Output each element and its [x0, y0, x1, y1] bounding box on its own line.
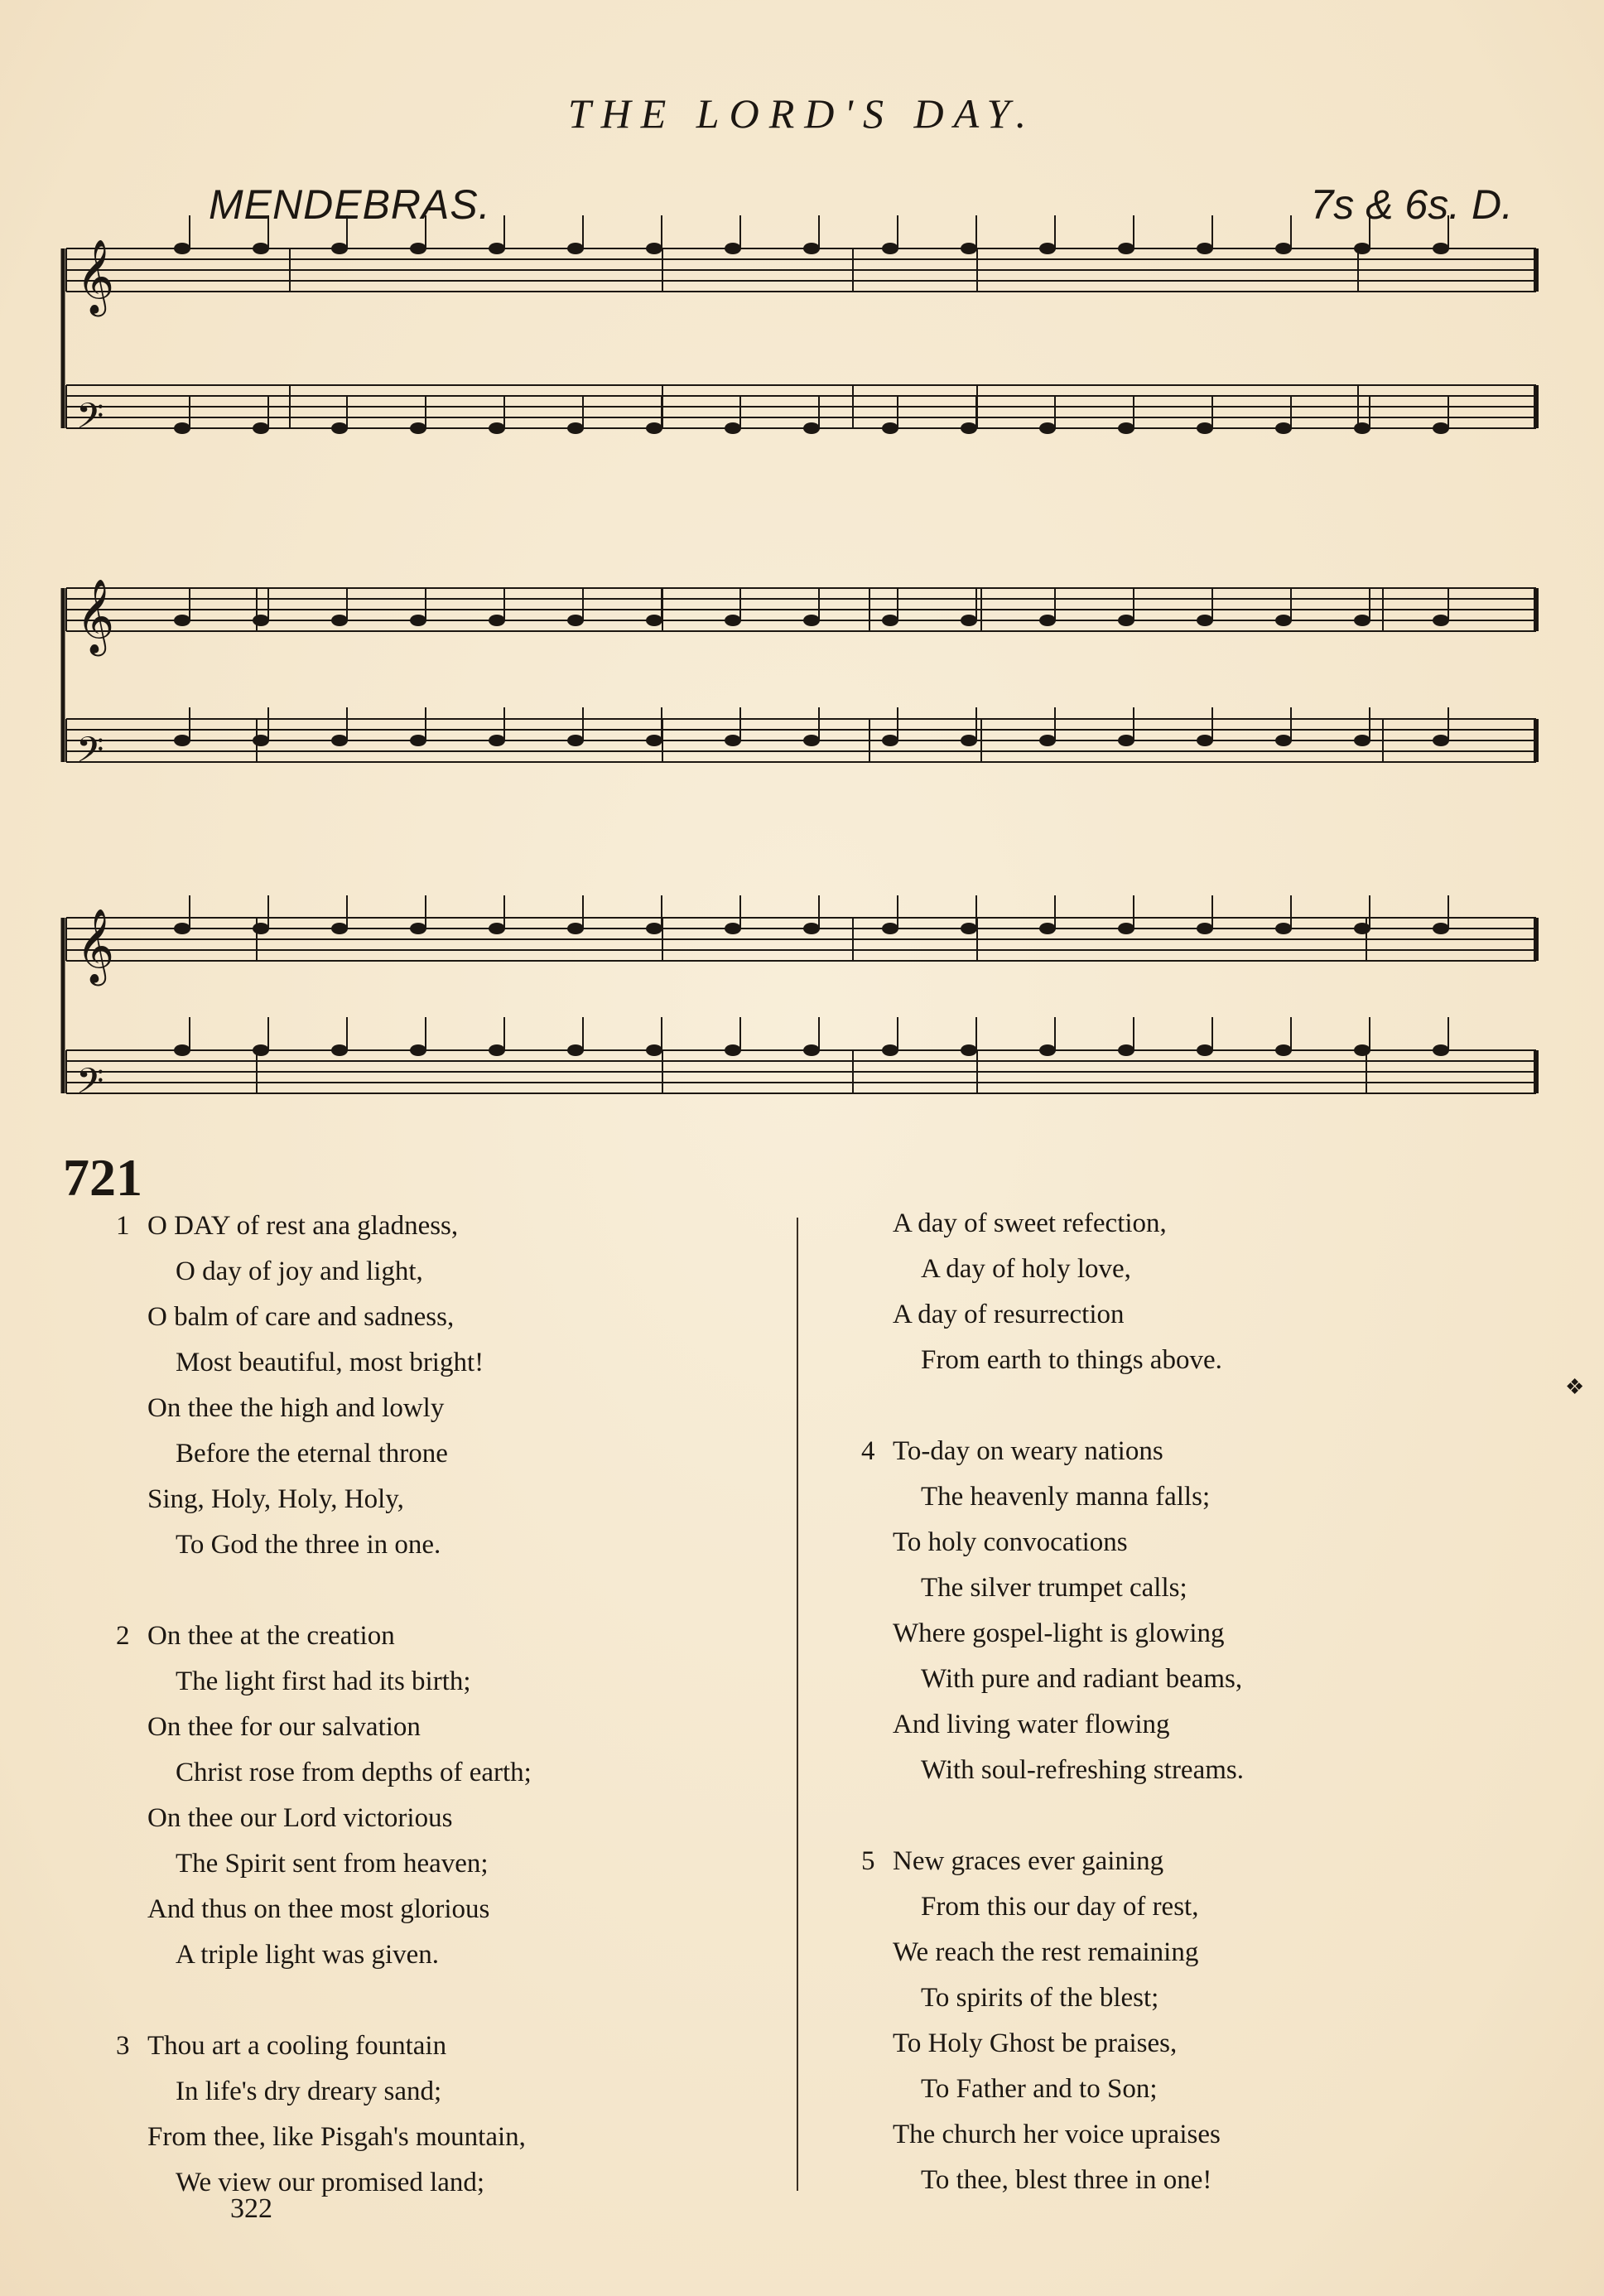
verse-line: We reach the rest remaining [893, 1937, 1199, 1967]
verse-line: The light first had its birth; [176, 1667, 471, 1696]
note-head [1275, 422, 1292, 434]
verse-line: 5 New graces ever gaining [861, 1839, 1491, 1884]
verse-line: The silver trumpet calls; [921, 1573, 1187, 1603]
note-head [725, 1044, 741, 1056]
note-head [961, 1044, 977, 1056]
note-head [567, 615, 584, 626]
note-head [331, 243, 348, 254]
note-head [1354, 1044, 1370, 1056]
treble-clef-icon: 𝄞 [76, 579, 115, 654]
note-head [489, 923, 505, 934]
running-head: THE LORD'S DAY. [567, 90, 1037, 137]
note-head [1275, 1044, 1292, 1056]
note-head [646, 243, 662, 254]
note-head [803, 1044, 820, 1056]
tune-name: MENDEBRAS. [209, 181, 491, 228]
note-head [803, 923, 820, 934]
note-head [1039, 735, 1056, 746]
note-head [882, 422, 898, 434]
note-head [1039, 243, 1056, 254]
verse-line: The heavenly manna falls; [921, 1482, 1211, 1512]
note-head [961, 615, 977, 626]
note-head [646, 923, 662, 934]
note-head [646, 1044, 662, 1056]
note-head [253, 615, 269, 626]
stanza [116, 1203, 762, 1568]
note-head [1118, 923, 1134, 934]
note-head [1197, 1044, 1213, 1056]
stanza [861, 1839, 1491, 2203]
note-head [331, 422, 348, 434]
note-head [489, 243, 505, 254]
note-head [174, 615, 190, 626]
stanza-number: 3 [116, 2031, 130, 2061]
bass-clef-icon: 𝄢 [76, 730, 104, 779]
note-head [1197, 422, 1213, 434]
verse-line: With pure and radiant beams, [921, 1664, 1243, 1694]
stanza [861, 1201, 1491, 1383]
verse-line: 2 On thee at the creation [116, 1613, 762, 1659]
ornament-icon: ❖ [1565, 1375, 1585, 1399]
note-head [567, 1044, 584, 1056]
stanza-number: 2 [116, 1621, 130, 1651]
verse-line: The church her voice upraises [893, 2120, 1221, 2149]
note-head [882, 615, 898, 626]
verse-line: And living water flowing [893, 1710, 1170, 1739]
note-head [1433, 422, 1449, 434]
note-head [331, 923, 348, 934]
note-head [567, 422, 584, 434]
verse-line: From this our day of rest, [921, 1892, 1199, 1922]
note-head [961, 923, 977, 934]
note-head [1118, 615, 1134, 626]
note-head [1197, 735, 1213, 746]
note-head [1275, 923, 1292, 934]
note-head [567, 735, 584, 746]
verse-line: Before the eternal throne [176, 1439, 448, 1469]
treble-clef-icon: 𝄞 [76, 239, 115, 314]
verse-line: With soul-refreshing streams. [921, 1755, 1244, 1785]
verse-line: We view our promised land; [176, 2168, 485, 2197]
verse-line: Sing, Holy, Holy, Holy, [147, 1484, 404, 1514]
note-head [1118, 243, 1134, 254]
note-head [174, 923, 190, 934]
stanza-number: 1 [116, 1211, 130, 1241]
verse-line: On thee the high and lowly [147, 1393, 445, 1423]
note-head [489, 615, 505, 626]
note-head [567, 243, 584, 254]
note-head [489, 735, 505, 746]
note-head [882, 243, 898, 254]
note-head [961, 243, 977, 254]
verse-line: A triple light was given. [176, 1940, 440, 1970]
note-head [1354, 422, 1370, 434]
note-head [410, 923, 426, 934]
note-head [1433, 735, 1449, 746]
stanza-number: 5 [861, 1846, 875, 1876]
note-head [1354, 923, 1370, 934]
column-divider [797, 1218, 798, 2191]
note-head [1118, 1044, 1134, 1056]
note-head [1039, 923, 1056, 934]
note-head [253, 923, 269, 934]
note-head [253, 1044, 269, 1056]
note-head [1197, 243, 1213, 254]
note-head [725, 735, 741, 746]
note-head [410, 735, 426, 746]
verse-line: On thee our Lord victorious [147, 1803, 453, 1833]
verse-line: Most beautiful, most bright! [176, 1348, 484, 1377]
note-head [1354, 615, 1370, 626]
note-head [1118, 422, 1134, 434]
note-head [331, 735, 348, 746]
verse-line: A day of holy love, [921, 1254, 1131, 1284]
hymn-text-left-column [116, 1203, 762, 2251]
verse-line: 1 O DAY of rest ana gladness, [116, 1203, 762, 1249]
note-head [1039, 422, 1056, 434]
note-head [567, 923, 584, 934]
note-head [803, 615, 820, 626]
verse-line: And thus on thee most glorious [147, 1894, 490, 1924]
verse-line: On thee for our salvation [147, 1712, 421, 1742]
note-head [174, 1044, 190, 1056]
verse-line: To spirits of the blest; [921, 1983, 1159, 2013]
note-head [410, 422, 426, 434]
verse-line: Christ rose from depths of earth; [176, 1758, 532, 1787]
verse-line: O balm of care and sadness, [147, 1302, 455, 1332]
verse-line: The Spirit sent from heaven; [176, 1849, 489, 1879]
verse-line: To holy convocations [893, 1527, 1128, 1557]
note-head [882, 1044, 898, 1056]
note-head [1197, 923, 1213, 934]
note-head [646, 615, 662, 626]
bass-clef-icon: 𝄢 [76, 1061, 104, 1111]
note-head [1354, 243, 1370, 254]
note-head [331, 615, 348, 626]
verse-line: In life's dry dreary sand; [176, 2077, 442, 2106]
treble-clef-icon: 𝄞 [76, 909, 115, 983]
note-head [725, 422, 741, 434]
stanza [116, 1613, 762, 1978]
note-head [174, 422, 190, 434]
note-head [882, 735, 898, 746]
note-head [174, 735, 190, 746]
note-head [725, 243, 741, 254]
verse-line: O day of joy and light, [176, 1257, 423, 1286]
note-head [1039, 615, 1056, 626]
note-head [725, 615, 741, 626]
note-head [410, 615, 426, 626]
note-head [1197, 615, 1213, 626]
hymn-text-right-column [861, 1201, 1491, 2249]
note-head [1039, 1044, 1056, 1056]
page-number: 322 [230, 2193, 272, 2224]
note-head [1433, 243, 1449, 254]
stanza [116, 2023, 762, 2206]
note-head [1275, 243, 1292, 254]
verse-line: 3 Thou art a cooling fountain [116, 2023, 762, 2069]
note-head [253, 422, 269, 434]
note-head [253, 243, 269, 254]
bass-clef-icon: 𝄢 [76, 396, 104, 446]
note-head [1118, 735, 1134, 746]
verse-line: To Father and to Son; [921, 2074, 1158, 2104]
note-head [803, 735, 820, 746]
note-head [410, 243, 426, 254]
note-head [646, 735, 662, 746]
verse-line: From thee, like Pisgah's mountain, [147, 2122, 526, 2152]
verse-line: To God the three in one. [176, 1530, 441, 1560]
note-head [1433, 1044, 1449, 1056]
note-head [1433, 615, 1449, 626]
note-head [1275, 615, 1292, 626]
note-head [331, 1044, 348, 1056]
note-head [961, 735, 977, 746]
note-head [1433, 923, 1449, 934]
note-head [803, 422, 820, 434]
note-head [489, 422, 505, 434]
note-head [646, 422, 662, 434]
note-head [882, 923, 898, 934]
stanza-number: 4 [861, 1436, 875, 1466]
note-head [803, 243, 820, 254]
tune-meter: 7s & 6s. D. [1310, 181, 1513, 228]
note-head [174, 243, 190, 254]
verse-line: 4 To-day on weary nations [861, 1429, 1491, 1474]
verse-line: From earth to things above. [921, 1345, 1222, 1375]
verse-line: A day of sweet refection, [893, 1208, 1167, 1238]
note-head [1354, 735, 1370, 746]
note-head [489, 1044, 505, 1056]
stanza [861, 1429, 1491, 1793]
note-head [961, 422, 977, 434]
verse-line: To Holy Ghost be praises, [893, 2028, 1178, 2058]
note-head [253, 735, 269, 746]
hymn-number: 721 [63, 1148, 142, 1207]
note-head [1275, 735, 1292, 746]
verse-line: To thee, blest three in one! [921, 2165, 1212, 2195]
note-head [410, 1044, 426, 1056]
note-head [725, 923, 741, 934]
verse-line: A day of resurrection [893, 1300, 1125, 1329]
verse-line: Where gospel-light is glowing [893, 1618, 1225, 1648]
